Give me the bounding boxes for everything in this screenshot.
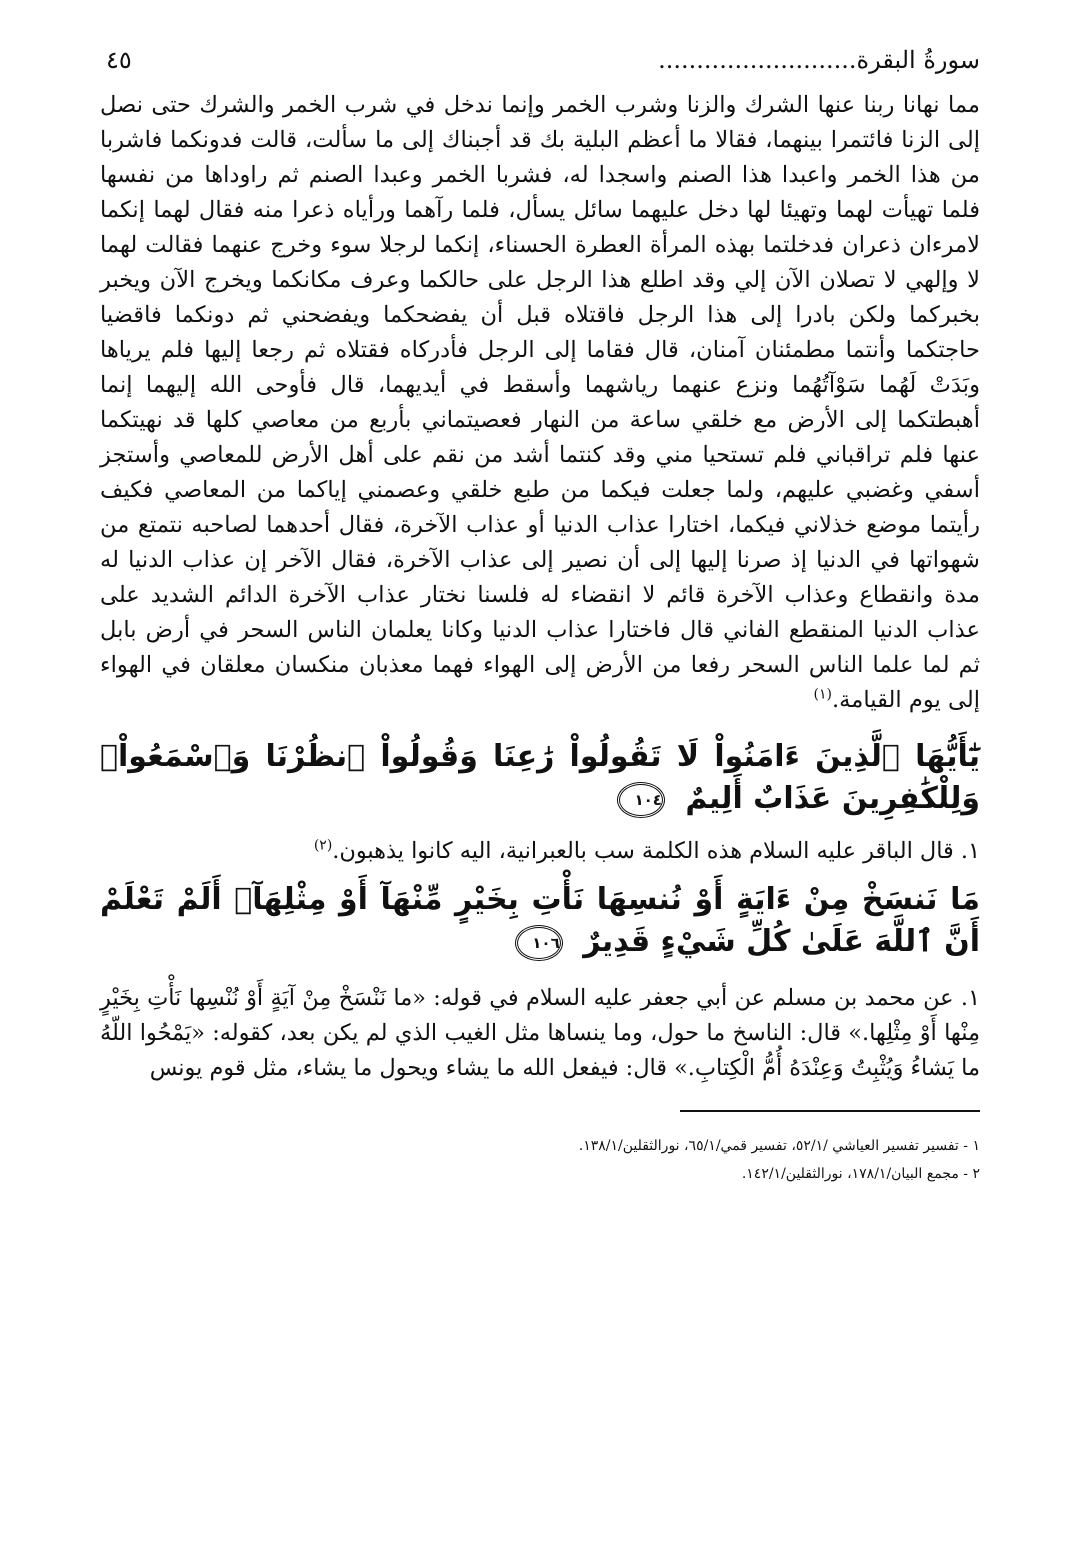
narrative-text: مما نهانا ربنا عنها الشرك والزنا وشرب الخمر وإنما ندخل في شرب الخمر والشرك حتى نصل إلى الزنا فائتمرا بينهما، فقالا ما أعظم البلية بك قد أجبناك إلى ما سألت، قالت فدونكما فاشربا من هذا الخمر واعبدا هذا الصنم واسجدا له، فشربا الخمر وعبدا الصنم ثم راوداها من نفسها فلما تهيأت لهما وتهيئا لها دخل عليهما سائل يسأل، فلما رآهما ورأياه ذعرا منه فقال لهما إنكما لامرءان ذعران فدخلتما بهذه المرأة العطرة الحسناء، إنكما لرجلا سوء وخرج عنهما فقالت لهما لا وإلهي لا تصلان الآن إلي وقد اطلع هذا الرجل على حالكما وعرف مكانكما ويخرج الآن ويخبر بخبركما ولكن بادرا إلى هذا الرجل فاقتلاه قبل أن يفضحكما ويفضحني ثم دونكما فاقضيا حاجتكما وأنتما مطمئنان آمنان، قال فقاما إلى الرجل فأدركاه فقتلاه ثم رجعا إليها فلم يرياها وبَدَتْ لَهُما سَوْآتُهُما ونزع عنهما رياشهما وأسقط في أيديهما، قال فأوحى الله إليهما إنما أهبطتكما إلى الأرض مع خلقي ساعة من النهار فعصيتماني بأربع من معاصي كلها قد نهيتكما عنها فلم تراقباني فلم تستحيا مني وقد كنتما أشد من نقم على أهل الأرض للمعاصي وأستجز أسفي وغضبي عليهم، ولما جعلت فيكما من طبع خلقي وعصمني إياكما من المعاصي فكيف رأيتما موضع خذلاني فيكما، اختارا عذاب الدنيا أو عذاب الآخرة، فقال أحدهما لصاحبه نتمتع من شهواتها في الدنيا إذ صرنا إليها إلى أن نصير إلى عذاب الآخرة، فقال الآخر إن عذاب الدنيا له مدة وانقطاع وعذاب الآخرة قائم لا انقضاء له فلسنا نختار عذاب الآخرة الدائم الشديد على عذاب الدنيا المنقطع الفاني قال فاختارا عذاب الدنيا وكانا يعلمان الناس السحر في أرض بابل ثم لما علما الناس السحر رفعا من الأرض إلى الهواء فهما معذبان منكسان معلقان في الهواء إلى يوم القيامة. bbox=[100, 92, 980, 713]
page-number: ٤٥ bbox=[106, 46, 132, 74]
quran-verse-104 bbox=[100, 736, 980, 820]
narrative-paragraph bbox=[100, 88, 980, 718]
verse-text: يَٰٓأَيُّهَا ٱلَّذِينَ ءَامَنُواْ لَا تَقُولُواْ رَٰعِنَا وَقُولُواْ ٱنظُرْنَا وَٱسْمَعُواْۗ وَلِلْكَٰفِرِينَ عَذَابٌ أَلِيمٌ bbox=[100, 739, 980, 816]
quran-verse-106 bbox=[100, 879, 980, 963]
commentary-note bbox=[100, 981, 980, 1086]
commentary-text: ١. عن محمد بن مسلم عن أبي جعفر عليه السلام في قوله: «ما نَنْسَخْ مِنْ آيَةٍ أَوْ نُنْسِها نَأْتِ بِخَيْرٍ مِنْها أَوْ مِثْلِها.» قال: الناسخ ما حول، وما ينساها مثل الغيب الذي لم يكن بعد، كقوله: «يَمْحُوا اللّهُ ما يَشاءُ وَيُثْبِتُ وَعِنْدَهُ أُمُّ الْكِتابِ.» قال: فيفعل الله ما يشاء ويحول ما يشاء، مثل قوم يونس bbox=[100, 985, 980, 1081]
ayah-number-marker: ١٠٦ bbox=[515, 925, 563, 961]
commentary-note bbox=[100, 834, 980, 869]
verse-text: مَا نَنسَخْ مِنْ ءَايَةٍ أَوْ نُنسِهَا نَأْتِ بِخَيْرٍ مِّنْهَآ أَوْ مِثْلِهَآۗ أَلَمْ تَعْلَمْ أَنَّ ٱللَّهَ عَلَىٰ كُلِّ شَيْءٍ قَدِيرٌ bbox=[100, 882, 980, 959]
footnotes bbox=[100, 1132, 980, 1188]
footnote-reference: (١) bbox=[813, 686, 832, 703]
footnote-divider bbox=[680, 1110, 980, 1112]
ayah-number-marker: ١٠٤ bbox=[617, 782, 665, 818]
footnote-1: ١ - تفسير تفسير العياشي /٥٢/١، تفسير قمي/٦٥/١، نورالثقلين/١٣٨/١. bbox=[578, 1138, 980, 1154]
running-title: سورةُ البقرة.......................... bbox=[658, 46, 980, 74]
commentary-text: ١. قال الباقر عليه السلام هذه الكلمة سب بالعبرانية، اليه كانوا يذهبون. bbox=[332, 838, 980, 864]
footnote-2: ٢ - مجمع البيان/١٧٨/١، نورالثقلين/١٤٢/١. bbox=[741, 1166, 980, 1182]
book-page bbox=[100, 44, 980, 1188]
footnote-reference: (٢) bbox=[313, 837, 333, 854]
running-header bbox=[100, 44, 980, 84]
